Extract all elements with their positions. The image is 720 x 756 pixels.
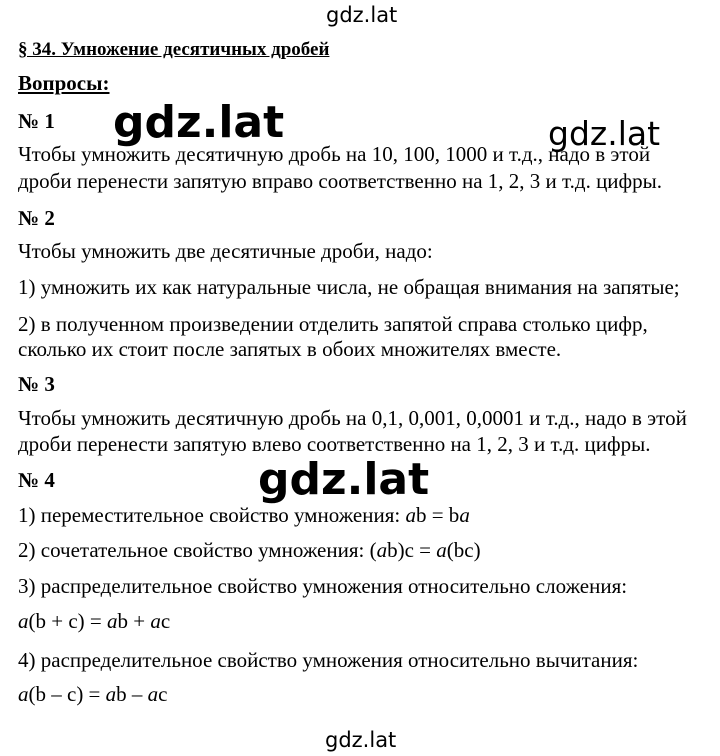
formula-var: a: [436, 538, 447, 562]
formula-var: a: [107, 609, 118, 633]
property-4: 4) распределительное свойство умножения относительно вычитания:: [18, 648, 639, 672]
watermark-large-3: gdz.lat: [258, 454, 430, 505]
formula-var: a: [105, 682, 117, 706]
question-1-line-1: Чтобы умножить десятичную дробь на 10, 100, 1000 и т.д., надо в этой: [18, 142, 651, 166]
formula-var: a: [459, 503, 470, 527]
property-1: [18, 505, 470, 526]
questions-heading: Вопросы:: [18, 71, 110, 95]
formula-part: c: [160, 609, 171, 633]
question-4-label: № 4: [18, 468, 55, 492]
formula-part: (bc): [446, 538, 481, 562]
formula-var: a: [18, 609, 29, 633]
formula-var: a: [376, 538, 388, 562]
formula-part: b –: [116, 682, 148, 706]
question-2-line-1: Чтобы умножить две десятичные дроби, надо:: [18, 239, 433, 263]
watermark-large-2: gdz.lat: [548, 114, 661, 153]
watermark-large-1: gdz.lat: [113, 97, 285, 148]
property-2-text: 2) сочетательное свойство умножения: (: [18, 538, 377, 562]
question-3-line-1: Чтобы умножить десятичную дробь на 0,1, 0,001, 0,0001 и т.д., надо в этой: [18, 406, 687, 430]
question-2-line-4: сколько их стоит после запятых в обоих множителях вместе.: [18, 337, 562, 361]
property-1-text: 1) переместительное свойство умножения:: [18, 503, 406, 527]
question-2-line-3: 2) в полученном произведении отделить запятой справа столько цифр,: [18, 312, 648, 336]
formula-part: (b + c) =: [28, 609, 107, 633]
formula-var: a: [405, 503, 416, 527]
question-3-label: № 3: [18, 372, 55, 396]
watermark-top: gdz.lat: [326, 3, 398, 27]
formula-part: b)c =: [387, 538, 437, 562]
question-2-line-2: 1) умножить их как натуральные числа, не обращая внимания на запятые;: [18, 275, 680, 299]
question-2-label: № 2: [18, 206, 55, 230]
property-2: [18, 540, 481, 561]
formula-var: a: [147, 682, 159, 706]
watermark-bottom: gdz.lat: [325, 728, 397, 752]
property-3: 3) распределительное свойство умножения относительно сложения:: [18, 574, 628, 598]
formula-part: c: [158, 682, 168, 706]
formula-var: a: [150, 609, 161, 633]
page-title: § 34. Умножение десятичных дробей: [18, 39, 330, 60]
question-1-line-2: дроби перенести запятую вправо соответственно на 1, 2, 3 и т.д. цифры.: [18, 169, 663, 193]
formula-part: (b – c) =: [28, 682, 106, 706]
formula-part: b = b: [415, 503, 460, 527]
question-1-label: № 1: [18, 109, 55, 133]
formula-var: a: [18, 682, 29, 706]
property-3-formula: [18, 611, 170, 632]
property-4-formula: [18, 684, 167, 705]
formula-part: b +: [117, 609, 151, 633]
question-3-line-2: дроби перенести запятую влево соответственно на 1, 2, 3 и т.д. цифры.: [18, 432, 651, 456]
